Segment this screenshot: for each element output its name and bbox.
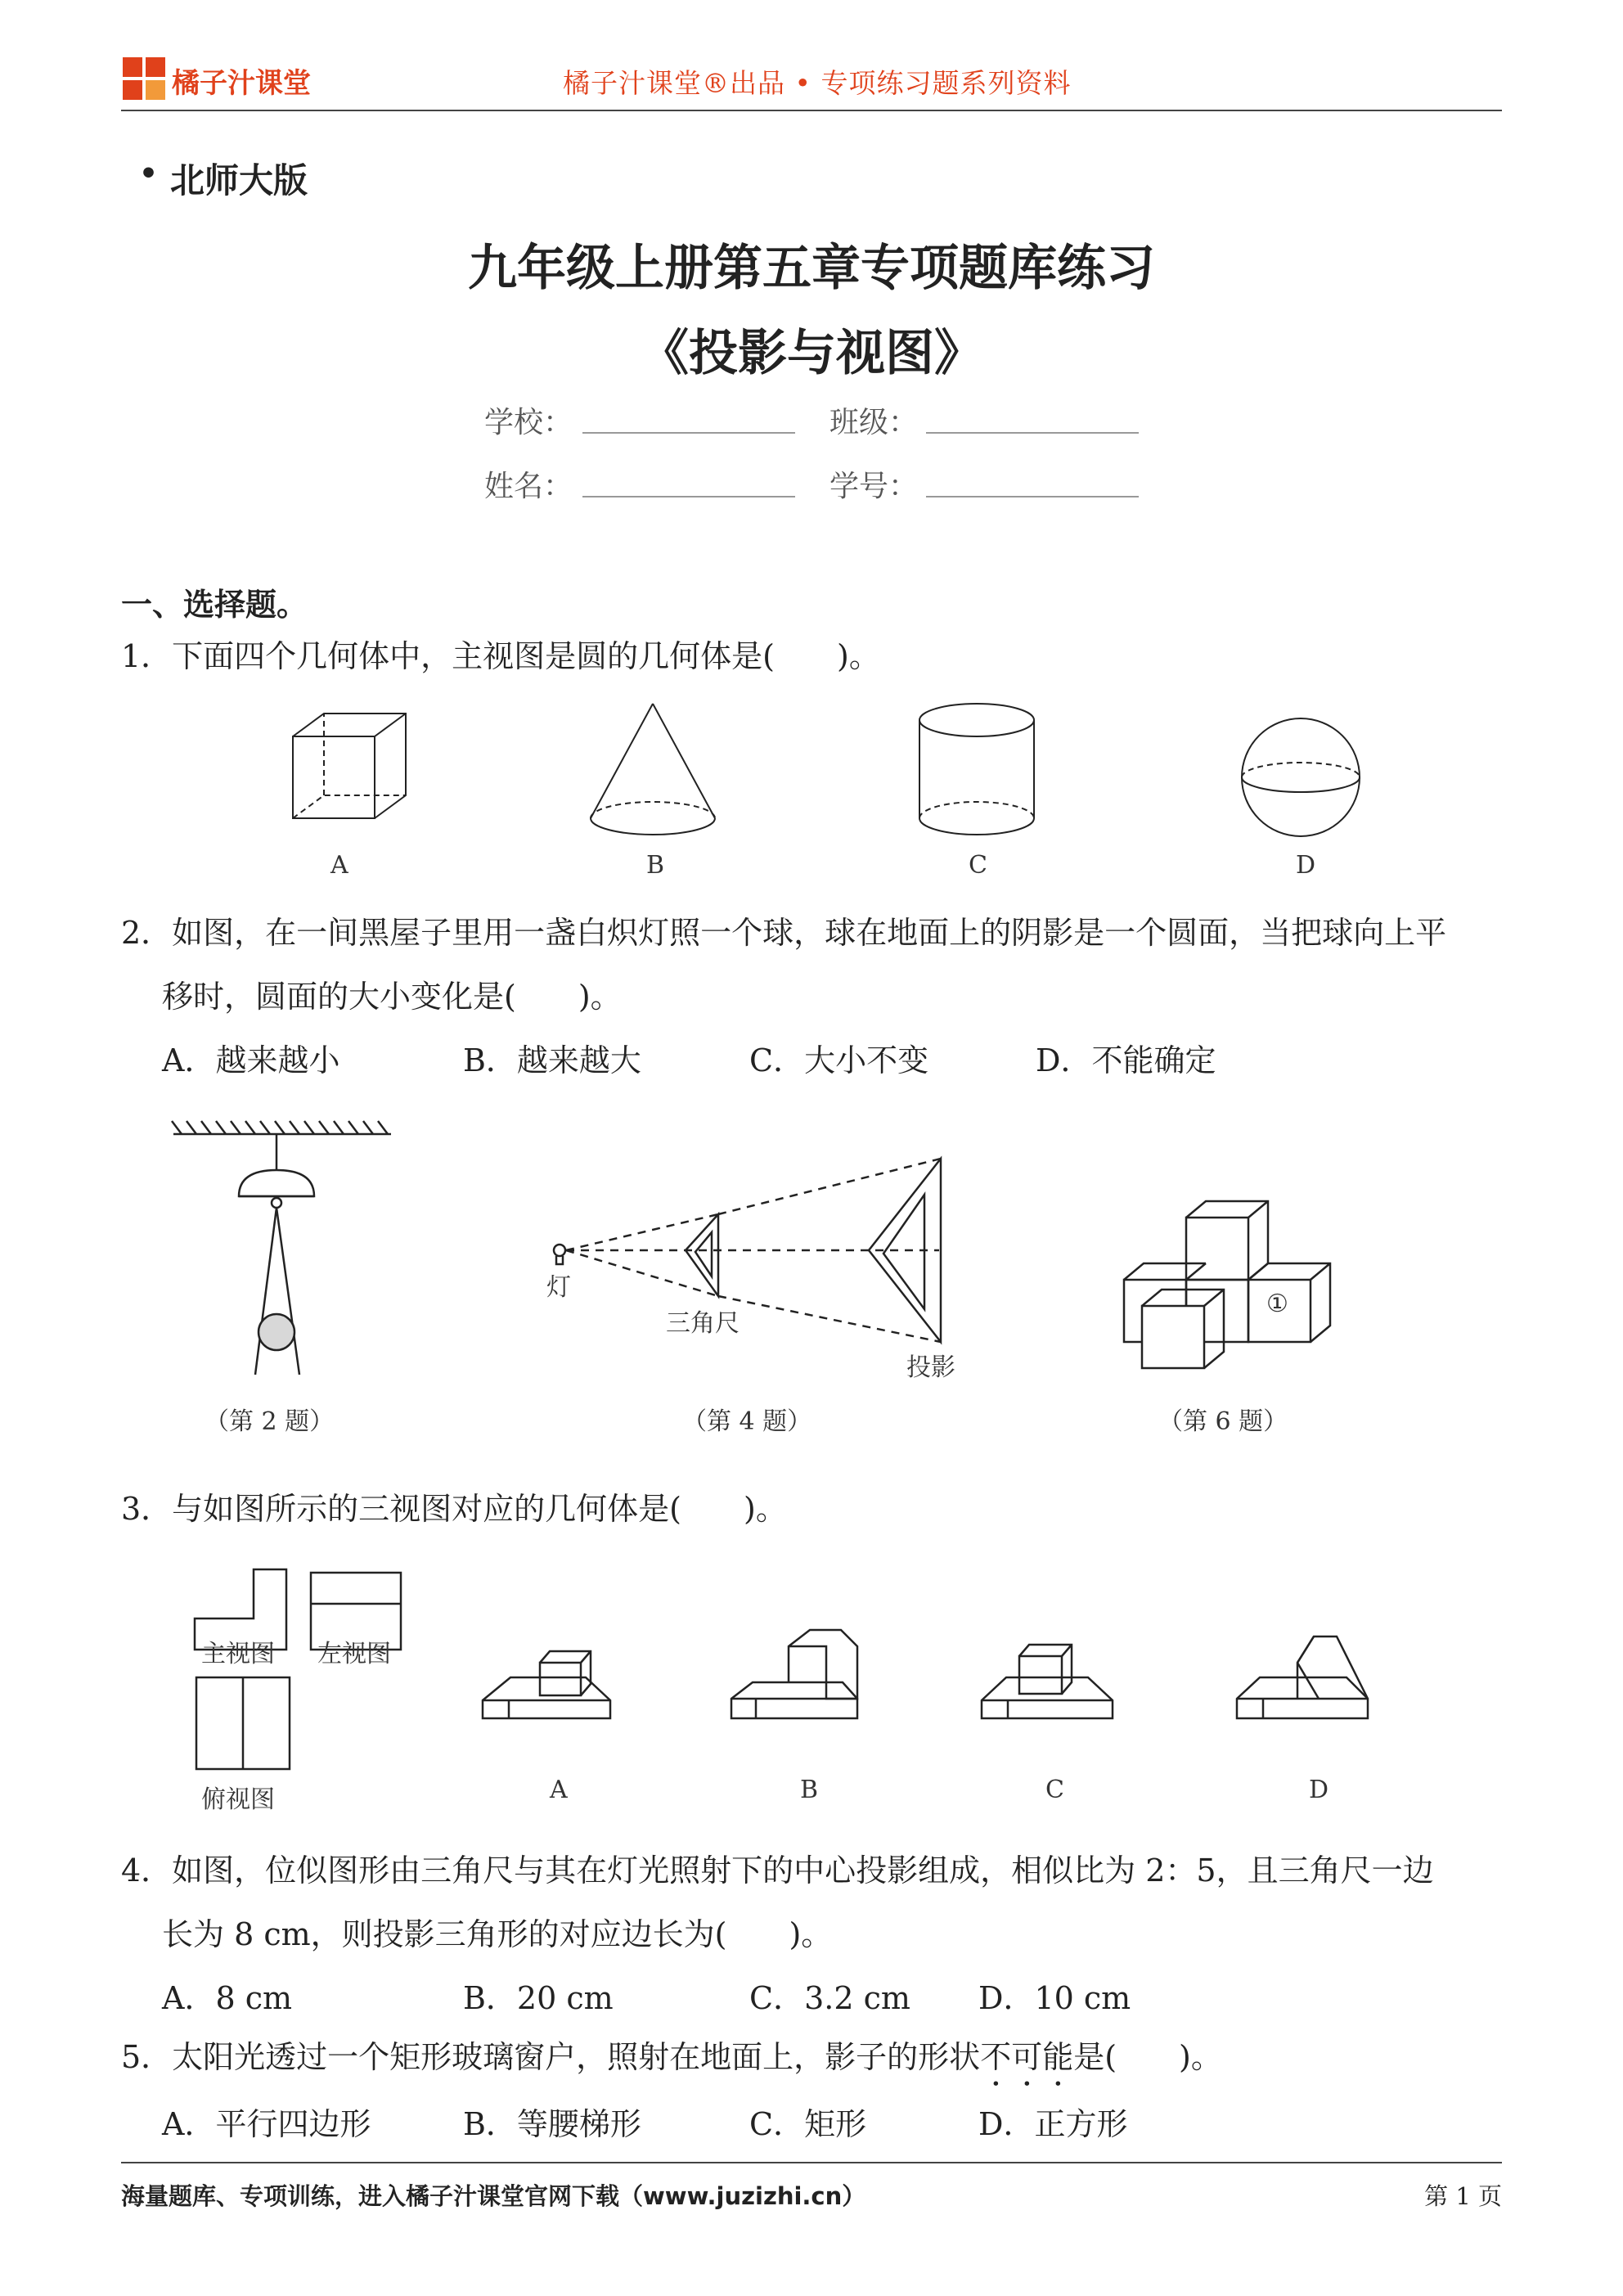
- q2-option-a[interactable]: A．越来越小: [162, 1042, 340, 1078]
- lamp-label: 灯: [546, 1273, 571, 1302]
- q2-option-b[interactable]: B．越来越大: [463, 1042, 641, 1078]
- solid-a: [483, 1651, 610, 1718]
- q5-option-d[interactable]: D．正方形: [978, 2106, 1128, 2142]
- class-field[interactable]: [926, 432, 1139, 434]
- q3-label-b: B: [800, 1776, 819, 1804]
- q2-option-c[interactable]: C．大小不变: [749, 1042, 929, 1078]
- sphere-shape: [1242, 718, 1360, 836]
- question-4-line1: 4．如图，位似图形由三角尺与其在灯光照射下的中心投影组成，相似比为 2：5，且三角尺一边: [121, 1853, 1434, 1889]
- solid-b: [731, 1630, 857, 1718]
- footer-divider: [121, 2162, 1502, 2163]
- page-number: 第 1 页: [1424, 2182, 1502, 2210]
- header-tagline: 橘子汁课堂®出品 • 专项练习题系列资料: [563, 67, 1072, 99]
- projection-figure: [554, 1159, 941, 1342]
- ruler-label: 三角尺: [666, 1309, 740, 1338]
- q1-label-b: B: [646, 851, 665, 880]
- name-field[interactable]: [582, 496, 795, 497]
- caption-q4: （第 4 题）: [682, 1407, 812, 1436]
- cube-stack-figure: [1124, 1201, 1330, 1368]
- question-5: [121, 2037, 1222, 2093]
- q4-option-d[interactable]: D．10 cm: [978, 1980, 1131, 2016]
- q5-option-c[interactable]: C．矩形: [749, 2106, 867, 2142]
- q5-emphasis: 不可能: [980, 2039, 1074, 2075]
- solid-c: [982, 1645, 1113, 1718]
- q4-option-a[interactable]: A．8 cm: [162, 1980, 293, 2016]
- logo: [123, 57, 167, 105]
- q5-option-b[interactable]: B．等腰梯形: [463, 2106, 641, 2142]
- edition-label: 北师大版: [170, 160, 308, 200]
- projection-label: 投影: [906, 1353, 955, 1382]
- name-label: 姓名：: [484, 470, 573, 503]
- cube-shape: [293, 714, 406, 818]
- page-subtitle: 《投影与视图》: [640, 325, 983, 382]
- q3-label-a: A: [550, 1776, 568, 1804]
- left-view-label: 左视图: [317, 1640, 391, 1668]
- number-label: 学号：: [829, 470, 919, 503]
- school-label: 学校：: [484, 406, 573, 439]
- number-field[interactable]: [926, 496, 1139, 497]
- cone-shape: [591, 704, 715, 835]
- q1-label-c: C: [969, 851, 987, 880]
- brand-name: 橘子汁课堂: [172, 67, 311, 100]
- q3-label-c: C: [1045, 1776, 1064, 1804]
- q4-option-c[interactable]: C．3.2 cm: [749, 1980, 910, 2016]
- q1-label-d: D: [1296, 851, 1316, 880]
- class-label: 班级：: [829, 406, 919, 439]
- question-2-line2: 移时，圆面的大小变化是( )。: [162, 979, 622, 1015]
- caption-q6: （第 6 题）: [1158, 1407, 1288, 1436]
- question-4-line2: 长为 8 cm，则投影三角形的对应边长为( )。: [162, 1916, 833, 1952]
- top-view: [196, 1677, 290, 1769]
- q3-label-d: D: [1309, 1776, 1329, 1804]
- question-2-line1: 2．如图，在一间黑屋子里用一盏白炽灯照一个球，球在地面上的阴影是一个圆面，当把球向上平: [121, 915, 1447, 951]
- header-divider: [121, 110, 1502, 111]
- q4-option-b[interactable]: B．20 cm: [463, 1980, 614, 2016]
- q5-text-post: 是( )。: [1073, 2039, 1222, 2075]
- circle-one-label: ①: [1266, 1290, 1288, 1318]
- front-view-label: 主视图: [201, 1640, 275, 1668]
- school-field[interactable]: [582, 432, 795, 434]
- q5-text-pre: 5．太阳光透过一个矩形玻璃窗户，照射在地面上，影子的形状: [121, 2039, 981, 2075]
- cylinder-shape: [919, 704, 1034, 835]
- q2-option-d[interactable]: D．不能确定: [1036, 1042, 1216, 1078]
- solid-d: [1237, 1636, 1368, 1718]
- caption-q2: （第 2 题）: [205, 1407, 335, 1436]
- page-title: 九年级上册第五章专项题库练习: [468, 240, 1155, 297]
- lamp-ball-figure: [172, 1121, 391, 1375]
- logo-icon: [123, 57, 167, 101]
- top-view-label: 俯视图: [201, 1785, 275, 1814]
- q1-figures: [0, 687, 1623, 892]
- footer-text: 海量题库、专项训练，进入橘子汁课堂官网下载（www.juzizhi.cn）: [121, 2182, 866, 2210]
- question-3: 3．与如图所示的三视图对应的几何体是( )。: [121, 1491, 787, 1527]
- q1-label-a: A: [330, 851, 348, 880]
- section-heading: 一、选择题。: [121, 587, 308, 623]
- figure-row: [0, 1113, 1623, 1391]
- edition-bullet: •: [139, 157, 159, 191]
- question-1: 1．下面四个几何体中，主视图是圆的几何体是( )。: [121, 638, 880, 674]
- q5-option-a[interactable]: A．平行四边形: [162, 2106, 371, 2142]
